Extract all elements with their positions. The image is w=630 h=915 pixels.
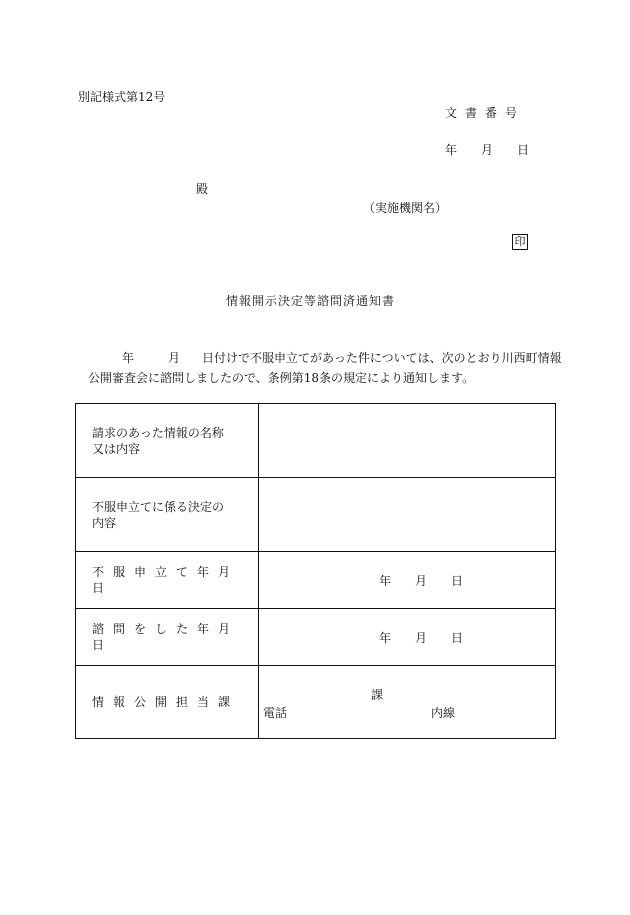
decision-content-label (76, 478, 259, 552)
body-line-1-text: 日付けで不服申立てがあった件については、次のとおり川西町情報 (202, 351, 562, 365)
issue-date-year: 年 (445, 143, 458, 157)
date-day: 日 (451, 573, 464, 588)
form-number: 別記様式第12号 (78, 90, 166, 104)
inquiry-date-label: 諮問をした年月日 (76, 609, 259, 666)
organization-name: （実施機関名） (363, 201, 448, 215)
phone-label: 電話 (263, 706, 288, 720)
appeal-date-label: 不服申立て年月日 (76, 552, 259, 609)
addressee: 殿 (196, 182, 209, 196)
label-line: 不服申立てに係る決定の (92, 499, 225, 514)
table-row (76, 552, 556, 609)
department-value[interactable] (259, 666, 556, 739)
date-month: 月 (415, 573, 428, 588)
label-line: 又は内容 (92, 441, 141, 456)
issue-date (445, 141, 529, 158)
requested-info-value[interactable] (259, 404, 556, 478)
seal-mark: 印 (512, 234, 528, 250)
extension-label: 内線 (431, 706, 456, 720)
body-line-2: 公開審査会に諮問しましたので、条例第18条の規定により通知します。 (88, 371, 475, 385)
document-number-label: 文書番号 (445, 106, 526, 120)
label-line: 請求のあった情報の名称 (92, 425, 224, 440)
label-line: 内容 (92, 515, 117, 530)
issue-date-day: 日 (517, 143, 530, 157)
details-table (75, 403, 556, 739)
table-row (76, 609, 556, 666)
date-day: 日 (451, 630, 464, 645)
decision-content-value[interactable] (259, 478, 556, 552)
date-year: 年 (379, 573, 392, 588)
date-year: 年 (379, 630, 392, 645)
appeal-date-value[interactable] (259, 552, 556, 609)
document-title: 情報開示決定等諮問済通知書 (226, 294, 396, 308)
issue-date-month: 月 (481, 143, 494, 157)
body-month: 月 (168, 351, 181, 365)
department-label: 情報公開担当課 (76, 666, 259, 739)
date-month: 月 (415, 630, 428, 645)
table-row (76, 666, 556, 739)
department-suffix: 課 (371, 688, 384, 702)
table-row (76, 478, 556, 552)
inquiry-date-value[interactable] (259, 609, 556, 666)
table-row (76, 404, 556, 478)
body-year: 年 (122, 351, 135, 365)
requested-info-label (76, 404, 259, 478)
body-line-1 (122, 349, 562, 366)
